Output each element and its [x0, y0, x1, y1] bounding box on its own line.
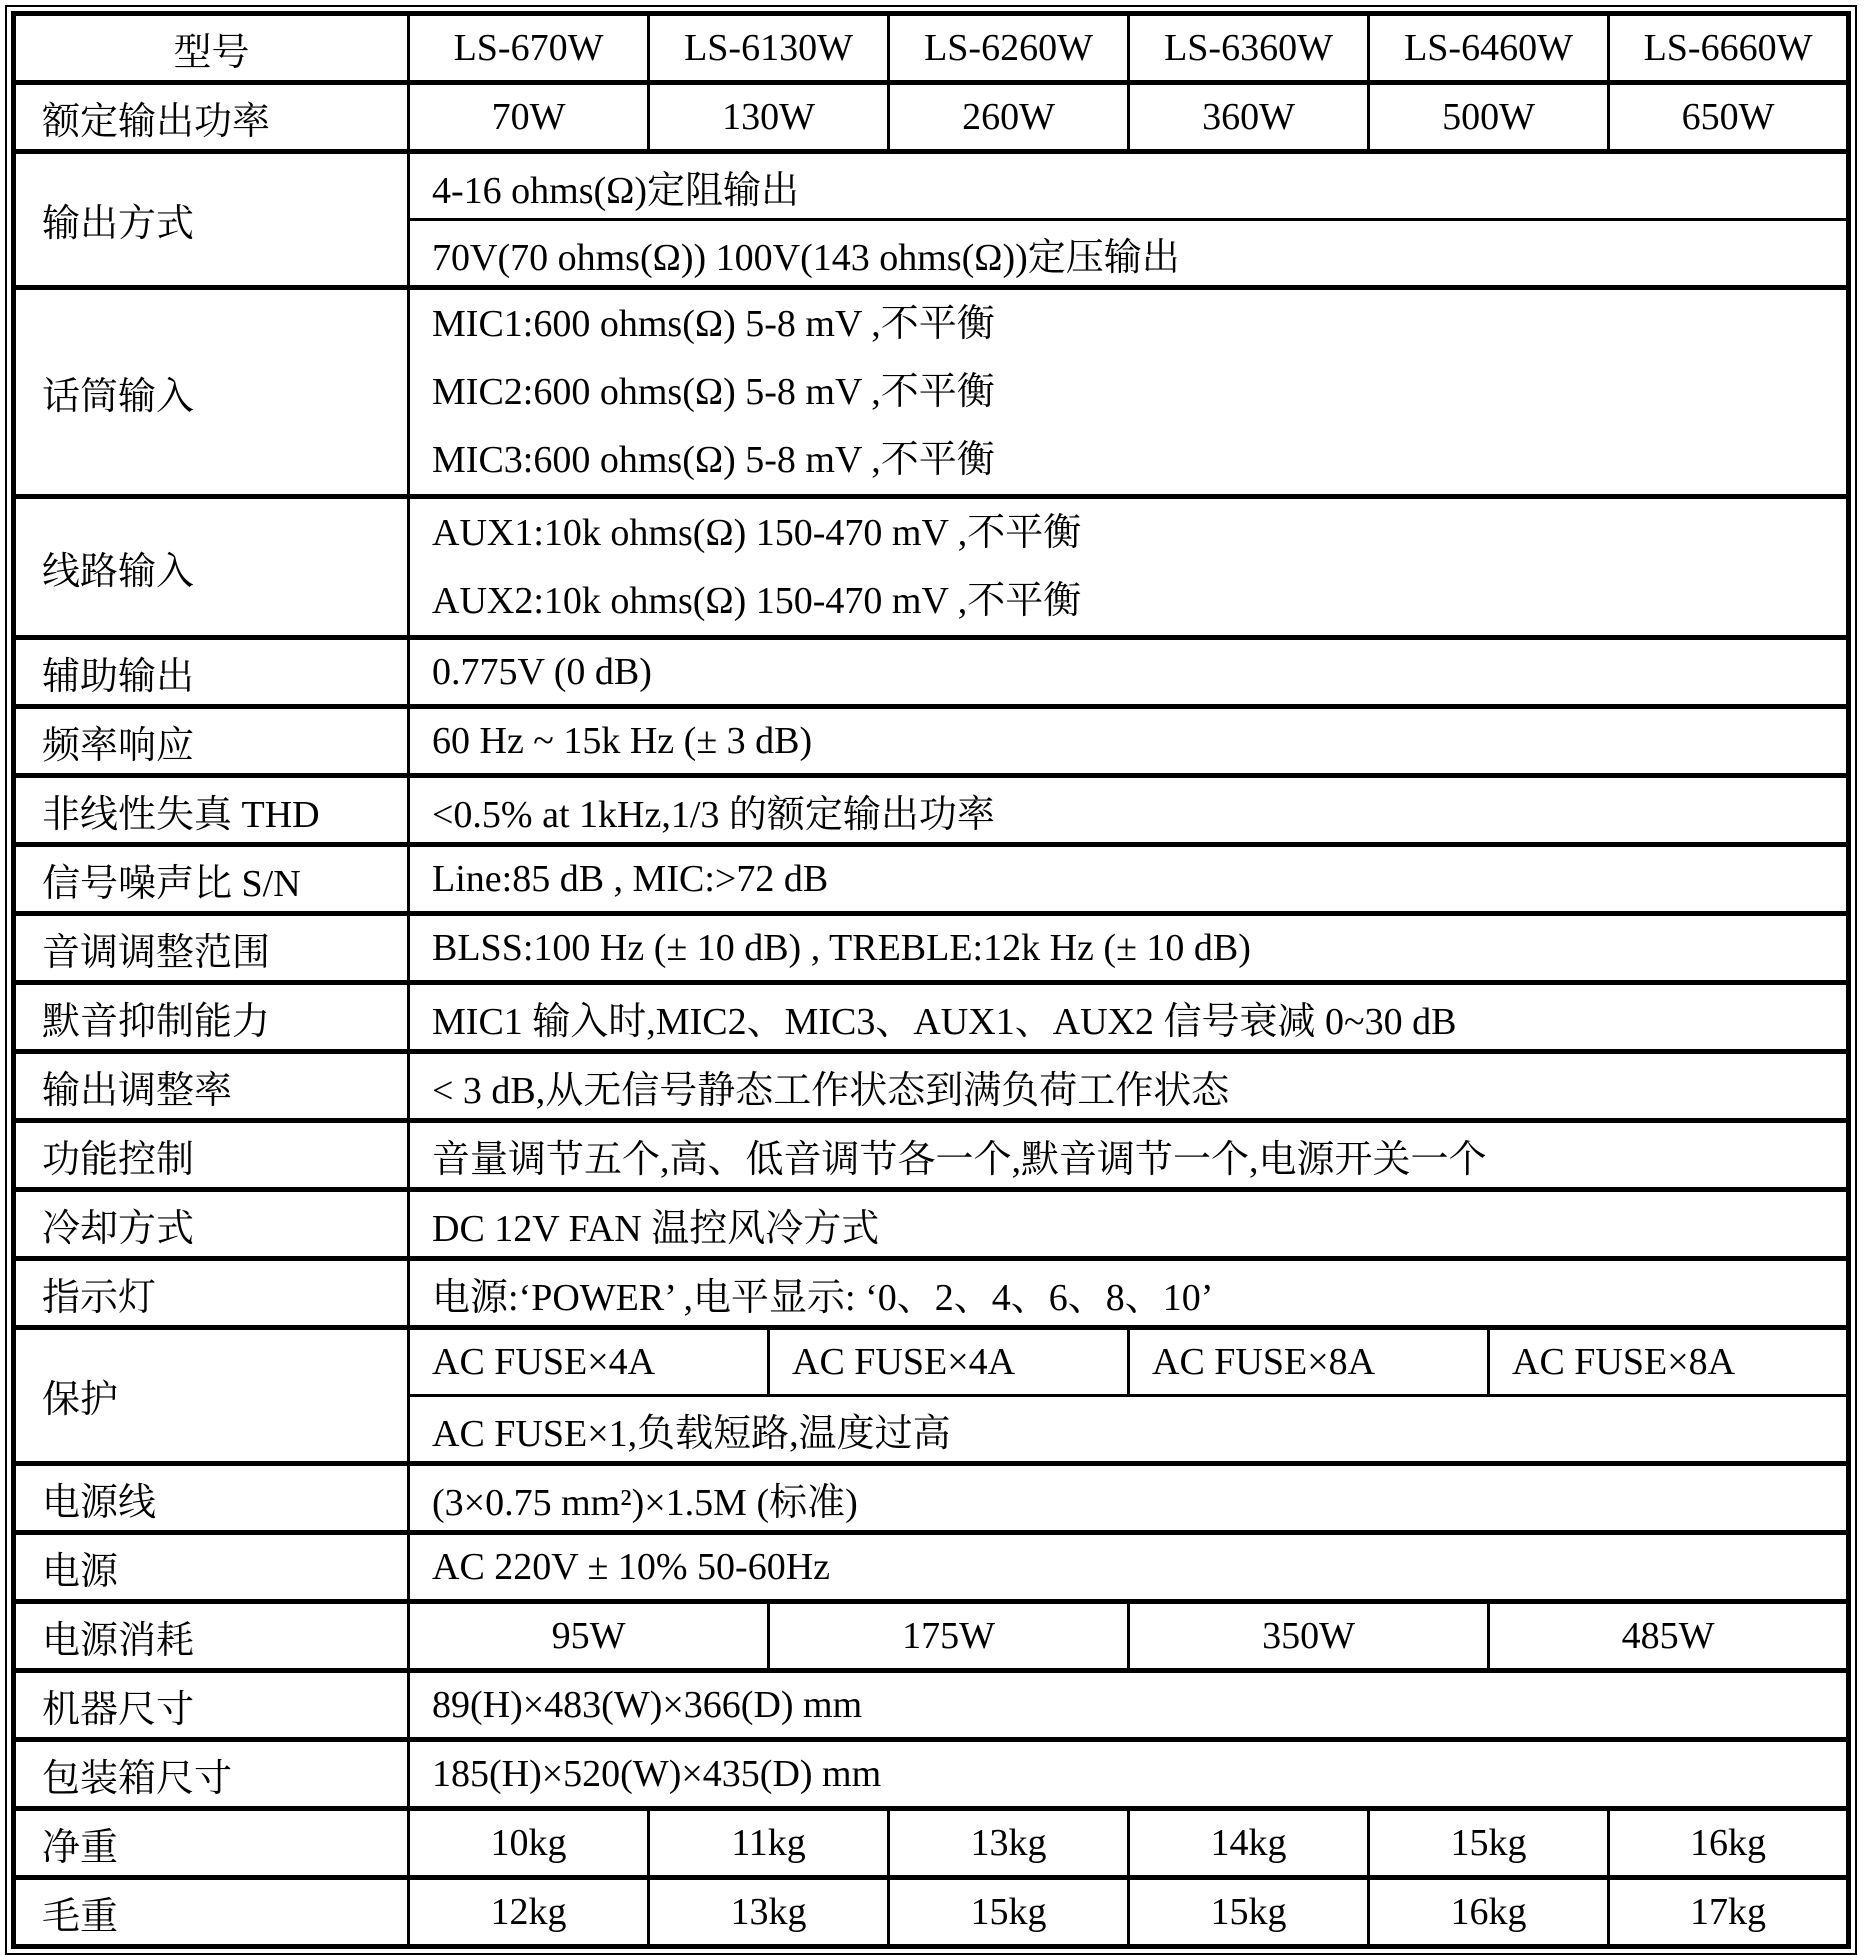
snr-row — [14, 845, 1849, 914]
rated-power-label: 额定输出功率 — [14, 83, 409, 152]
output-regulation-value: < 3 dB,从无信号静态工作状态到满负荷工作状态 — [409, 1052, 1849, 1121]
mute-suppression-row — [14, 983, 1849, 1052]
tone-range-label: 音调调整范围 — [14, 914, 409, 983]
net-weight-value: 11kg — [649, 1809, 889, 1878]
gross-weight-row — [14, 1878, 1849, 1947]
rated-power-row — [14, 83, 1849, 152]
net-weight-value: 13kg — [889, 1809, 1129, 1878]
power-consumption-row — [14, 1602, 1849, 1671]
snr-value: Line:85 dB , MIC:>72 dB — [409, 845, 1849, 914]
function-control-label: 功能控制 — [14, 1121, 409, 1190]
rated-power-value: 130W — [649, 83, 889, 152]
thd-row — [14, 776, 1849, 845]
function-control-value: 音量调节五个,高、低音调节各一个,默音调节一个,电源开关一个 — [409, 1121, 1849, 1190]
rated-power-value: 650W — [1609, 83, 1849, 152]
model-name: LS-6660W — [1609, 14, 1849, 83]
output-regulation-row — [14, 1052, 1849, 1121]
gross-weight-value: 16kg — [1369, 1878, 1609, 1947]
header-label: 型号 — [14, 14, 409, 83]
mic-input-row — [14, 288, 1849, 497]
gross-weight-value: 15kg — [889, 1878, 1129, 1947]
gross-weight-value: 13kg — [649, 1878, 889, 1947]
tone-range-value: BLSS:100 Hz (± 10 dB) , TREBLE:12k Hz (± 10 dB) — [409, 914, 1849, 983]
snr-label: 信号噪声比 S/N — [14, 845, 409, 914]
aux1-spec: AUX1:10k ohms(Ω) 150-470 mV ,不平衡 — [432, 512, 1082, 554]
mute-suppression-value: MIC1 输入时,MIC2、MIC3、AUX1、AUX2 信号衰减 0~30 dB — [409, 983, 1849, 1052]
unit-size-row — [14, 1671, 1849, 1740]
net-weight-value: 14kg — [1129, 1809, 1369, 1878]
cooling-label: 冷却方式 — [14, 1190, 409, 1259]
protection-row — [14, 1328, 1849, 1396]
power-consumption-value: 95W — [409, 1602, 769, 1671]
output-mode-label: 输出方式 — [14, 152, 409, 288]
thd-label: 非线性失真 THD — [14, 776, 409, 845]
carton-size-label: 包装箱尺寸 — [14, 1740, 409, 1809]
power-consumption-label: 电源消耗 — [14, 1602, 409, 1671]
freq-response-row — [14, 707, 1849, 776]
protection-fuse: AC FUSE×4A — [769, 1328, 1129, 1396]
model-name: LS-6360W — [1129, 14, 1369, 83]
power-cord-row — [14, 1464, 1849, 1533]
model-name: LS-6130W — [649, 14, 889, 83]
rated-power-value: 360W — [1129, 83, 1369, 152]
carton-size-row — [14, 1740, 1849, 1809]
power-supply-value: AC 220V ± 10% 50-60Hz — [409, 1533, 1849, 1602]
gross-weight-label: 毛重 — [14, 1878, 409, 1947]
power-supply-row — [14, 1533, 1849, 1602]
indicators-row — [14, 1259, 1849, 1328]
line-input-values — [409, 497, 1849, 638]
line-input-row — [14, 497, 1849, 638]
power-consumption-value: 175W — [769, 1602, 1129, 1671]
protection-fuse: AC FUSE×8A — [1129, 1328, 1489, 1396]
freq-response-label: 频率响应 — [14, 707, 409, 776]
net-weight-value: 10kg — [409, 1809, 649, 1878]
rated-power-value: 260W — [889, 83, 1129, 152]
model-name: LS-670W — [409, 14, 649, 83]
power-cord-value: (3×0.75 mm²)×1.5M (标准) — [409, 1464, 1849, 1533]
amplifier-spec-table — [11, 11, 1851, 1949]
power-supply-label: 电源 — [14, 1533, 409, 1602]
output-regulation-label: 输出调整率 — [14, 1052, 409, 1121]
protection-fuse: AC FUSE×8A — [1489, 1328, 1849, 1396]
cooling-row — [14, 1190, 1849, 1259]
output-mode-line1: 4-16 ohms(Ω)定阻输出 — [409, 152, 1849, 220]
model-name: LS-6460W — [1369, 14, 1609, 83]
power-consumption-value: 485W — [1489, 1602, 1849, 1671]
power-consumption-value: 350W — [1129, 1602, 1489, 1671]
model-name: LS-6260W — [889, 14, 1129, 83]
aux-output-label: 辅助输出 — [14, 638, 409, 707]
net-weight-row — [14, 1809, 1849, 1878]
gross-weight-value: 15kg — [1129, 1878, 1369, 1947]
mic2-spec: MIC2:600 ohms(Ω) 5-8 mV ,不平衡 — [432, 371, 995, 413]
gross-weight-value: 17kg — [1609, 1878, 1849, 1947]
mic1-spec: MIC1:600 ohms(Ω) 5-8 mV ,不平衡 — [432, 303, 995, 345]
net-weight-value: 15kg — [1369, 1809, 1609, 1878]
protection-line2: AC FUSE×1,负载短路,温度过高 — [409, 1396, 1849, 1464]
cooling-value: DC 12V FAN 温控风冷方式 — [409, 1190, 1849, 1259]
freq-response-value: 60 Hz ~ 15k Hz (± 3 dB) — [409, 707, 1849, 776]
rated-power-value: 70W — [409, 83, 649, 152]
indicators-value: 电源:‘POWER’ ,电平显示: ‘0、2、4、6、8、10’ — [409, 1259, 1849, 1328]
output-mode-line2: 70V(70 ohms(Ω)) 100V(143 ohms(Ω))定压输出 — [409, 220, 1849, 288]
protection-fuse: AC FUSE×4A — [409, 1328, 769, 1396]
header-row — [14, 14, 1849, 83]
thd-value: <0.5% at 1kHz,1/3 的额定输出功率 — [409, 776, 1849, 845]
net-weight-label: 净重 — [14, 1809, 409, 1878]
gross-weight-value: 12kg — [409, 1878, 649, 1947]
aux-output-row — [14, 638, 1849, 707]
mic-input-values — [409, 288, 1849, 497]
unit-size-value: 89(H)×483(W)×366(D) mm — [409, 1671, 1849, 1740]
protection-label: 保护 — [14, 1328, 409, 1464]
rated-power-value: 500W — [1369, 83, 1609, 152]
tone-range-row — [14, 914, 1849, 983]
line-input-label: 线路输入 — [14, 497, 409, 638]
mic3-spec: MIC3:600 ohms(Ω) 5-8 mV ,不平衡 — [432, 439, 995, 481]
output-mode-row — [14, 152, 1849, 220]
power-cord-label: 电源线 — [14, 1464, 409, 1533]
indicators-label: 指示灯 — [14, 1259, 409, 1328]
carton-size-value: 185(H)×520(W)×435(D) mm — [409, 1740, 1849, 1809]
aux2-spec: AUX2:10k ohms(Ω) 150-470 mV ,不平衡 — [432, 580, 1082, 622]
spec-table-frame — [5, 5, 1857, 1955]
aux-output-value: 0.775V (0 dB) — [409, 638, 1849, 707]
mic-input-label: 话筒输入 — [14, 288, 409, 497]
function-control-row — [14, 1121, 1849, 1190]
net-weight-value: 16kg — [1609, 1809, 1849, 1878]
mute-suppression-label: 默音抑制能力 — [14, 983, 409, 1052]
unit-size-label: 机器尺寸 — [14, 1671, 409, 1740]
